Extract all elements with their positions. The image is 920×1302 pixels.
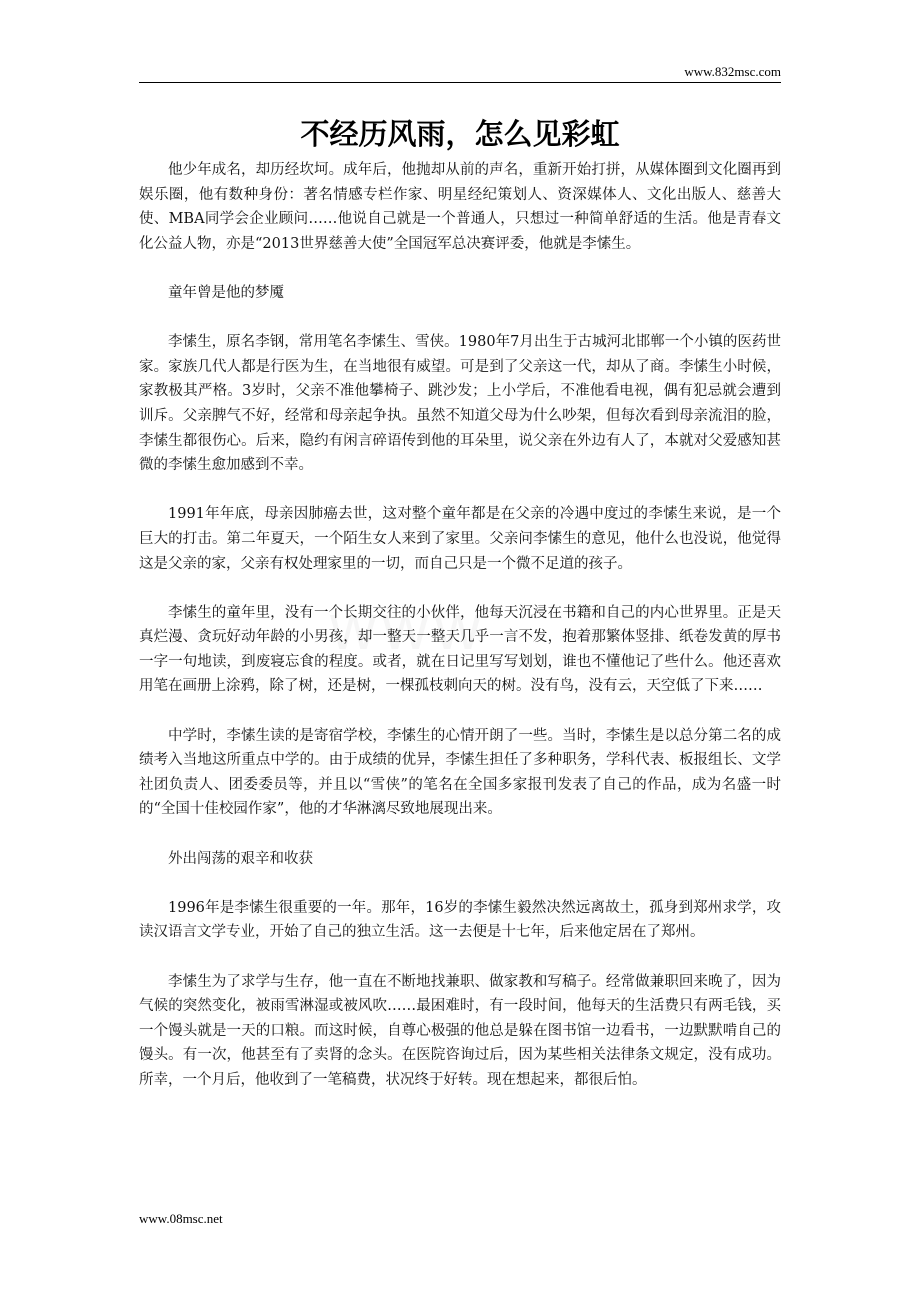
section-heading: 童年曾是他的梦魇 xyxy=(168,284,284,301)
article-body xyxy=(139,158,781,1117)
paragraph: 李愫生，原名李钢，常用笔名李愫生、雪侠。1980年7月出生于古城河北邯郸一个小镇的医药世家。家族几代人都是行医为生，在当地很有威望。可是到了父亲这一代，却从了商。李愫生小时候，家教极其严格。3岁时，父亲不准他攀椅子、跳沙发；上小学后，不准他看电视，偶有犯忌就会遭到训斥。父亲脾气不好，经常和母亲起争执。虽然不知道父母为什么吵架，但每次看到母亲流泪的脸，李愫生都很伤心。后来，隐约有闲言碎语传到他的耳朵里，说父亲在外边有人了，本就对父爱感知甚微的李愫生愈加感到不幸。 xyxy=(139,334,781,474)
paragraph: 他少年成名，却历经坎坷。成年后，他抛却从前的声名，重新开始打拼，从媒体圈到文化圈再到娱乐圈，他有数种身份：著名情感专栏作家、明星经纪策划人、资深媒体人、文化出版人、慈善大使、MBA同学会企业顾问……他说自己就是一个普通人，只想过一种简单舒适的生活。他是青春文化公益人物，亦是“2013世界慈善大使”全国冠军总决赛评委，他就是李愫生。 xyxy=(139,162,781,252)
header-rule xyxy=(139,82,781,83)
paragraph: 1996年是李愫生很重要的一年。那年，16岁的李愫生毅然决然远离故土，孤身到郑州求学，攻读汉语言文学专业，开始了自己的独立生活。这一去便是十七年，后来他定居在了郑州。 xyxy=(139,899,781,941)
paragraph: 1991年年底，母亲因肺癌去世，这对整个童年都是在父亲的冷遇中度过的李愫生来说，是一个巨大的打击。第二年夏天，一个陌生女人来到了家里。父亲问李愫生的意见，他什么也没说，他觉得这是父亲的家，父亲有权处理家里的一切，而自己只是一个微不足道的孩子。 xyxy=(139,506,781,572)
article-title: 不经历风雨，怎么见彩虹 xyxy=(300,117,620,151)
paragraph: 李愫生为了求学与生存，他一直在不断地找兼职、做家教和写稿子。经常做兼职回来晚了，因为气候的突然变化，被雨雪淋湿或被风吹……最困难时，有一段时间，他每天的生活费只有两毛钱，买一个馒头就是一天的口粮。而这时候，自尊心极强的他总是躲在图书馆一边看书，一边默默啃自己的馒头。有一次，他甚至有了卖肾的念头。在医院咨询过后，因为某些相关法律条文规定，没有成功。所幸，一个月后，他收到了一笔稿费，状况终于好转。现在想起来，都很后怕。 xyxy=(139,973,781,1088)
paragraph: 中学时，李愫生读的是寄宿学校，李愫生的心情开朗了一些。当时，李愫生是以总分第二名的成绩考入当地这所重点中学的。由于成绩的优异，李愫生担任了多种职务，学科代表、板报组长、文学社团负责人、团委委员等，并且以“雪侠”的笔名在全国多家报刊发表了自己的作品，成为名盛一时的“全国十佳校园作家”，他的才华淋漓尽致地展现出来。 xyxy=(139,727,781,818)
section-heading: 外出闯荡的艰辛和收获 xyxy=(168,850,313,867)
footer-site-url: www.08msc.net xyxy=(139,1211,223,1226)
header-site-url: www.832msc.com xyxy=(684,64,781,79)
paragraph: 李愫生的童年里，没有一个长期交往的小伙伴，他每天沉浸在书籍和自己的内心世界里。正是天真烂漫、贪玩好动年龄的小男孩，却一整天一整天几乎一言不发，抱着那繁体竖排、纸卷发黄的厚书一字一句地读，到废寝忘食的程度。或者，就在日记里写写划划，谁也不懂他记了些什么。他还喜欢用笔在画册上涂鸦，除了树，还是树，一棵孤枝刺向天的树。没有鸟，没有云，天空低了下来…… xyxy=(139,604,781,695)
